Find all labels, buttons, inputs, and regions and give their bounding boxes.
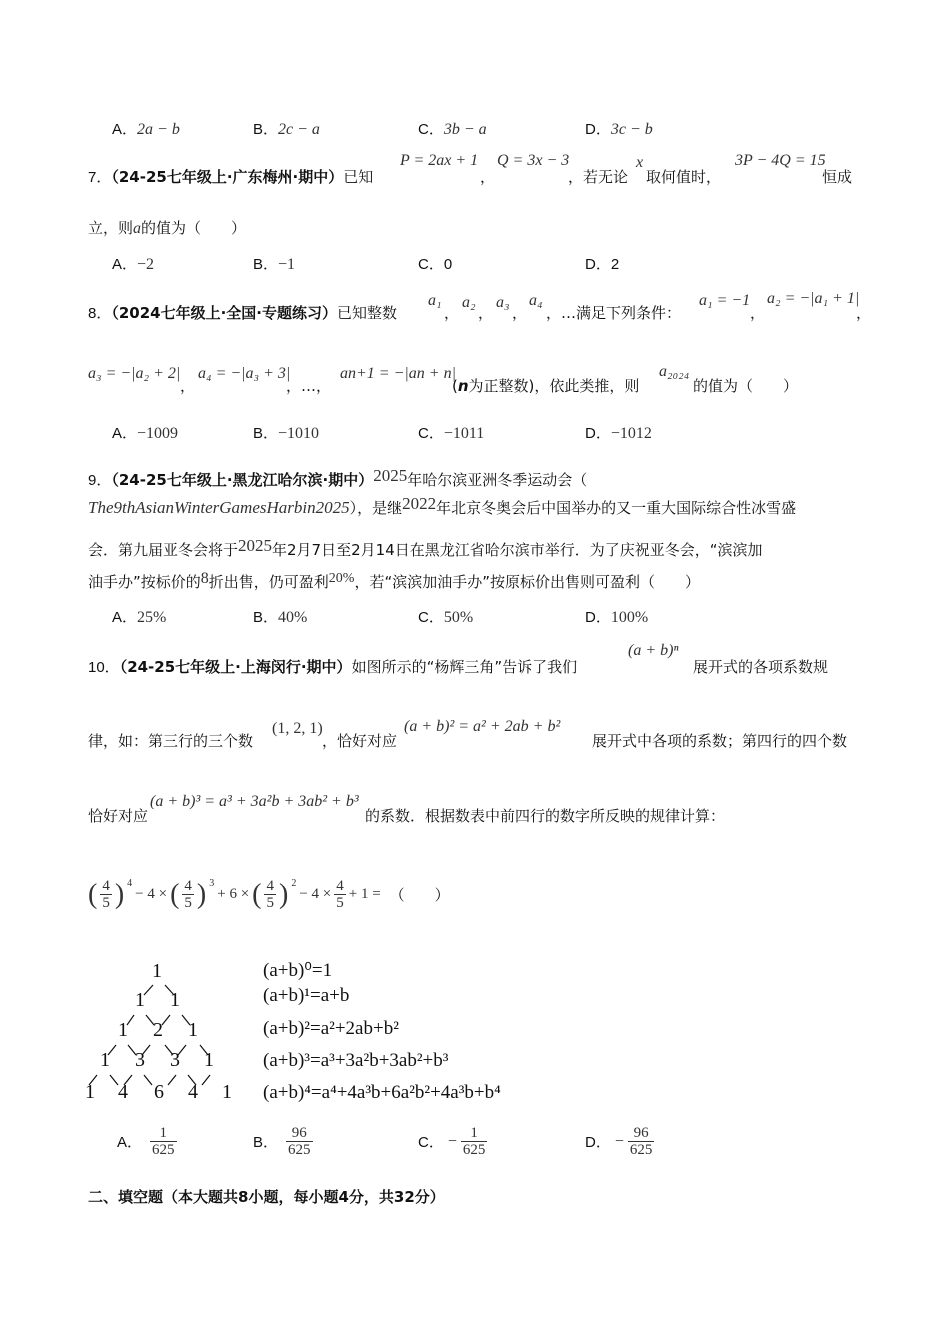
q9-stem-line4: 油手办”按标价的8折出售，仍可盈利20%，若“滨滨加油手办”按原标价出售则可盈利（ ） [88,570,701,591]
q8-conditions-intro: ，…满足下列条件： [546,304,682,322]
pascal-row5-n1: 1 [85,1081,95,1103]
q9-option-b: B．40% [253,609,308,626]
expansion-row3: (a+b)³=a³+3a²b+3ab²+b³ [263,1050,449,1071]
q7-text-qu: 取何值时， [646,168,722,186]
q6-option-c: C．3b − a [418,121,487,138]
q10-option-d: D． − $\frac{96}{625}$ [585,1125,653,1158]
q10-text-line2a: 律，如：第三行的三个数 [88,732,254,750]
q10-expression: ( $\frac{4}{5}$ ) $^4$ − 4 × ( $\frac{4}{5}$ ) $^3$ + 6 × ( $\frac{4}{5}$ ) $^2$ − 4 × $\frac{4}{5}$ + 1 = （ ） [88,878,450,911]
q8-option-a: A．−1009 [112,425,179,442]
pascal-row4-n1: 1 [100,1049,110,1071]
q10-option-a: A． $\frac{1}{625}$ [117,1125,175,1158]
q10-expansion-sq: (a + b)² = a² + 2ab + b² [404,718,561,735]
q8-option-b: B．−1010 [253,425,320,442]
q10-tuple: (1, 2, 1) [272,720,323,737]
q9-stem-line1: 9．（24-25七年级上·黑龙江哈尔滨·期中）2025年哈尔滨亚洲冬季运动会（ [88,466,588,489]
q8-cond-a3: a₃ = −|a₂ + 2| [88,365,181,382]
pascal-row5-n5: 1 [222,1081,232,1103]
pascal-row3-n2: 2 [153,1019,163,1041]
q10-text-line2b: ，恰好对应 [322,732,398,750]
pascal-row3-n1: 1 [118,1019,128,1041]
expansion-row1: (a+b)¹=a+b [263,985,350,1006]
q8-option-d: D．−1012 [585,425,652,442]
q10-text-line3b: 的系数．根据数表中前四行的数字所反映的规律计算： [365,807,726,825]
q8-sep6: ， [180,377,196,395]
q10-text-line2c: 展开式中各项的系数；第四行的四个数 [592,732,848,750]
pascal-connector-lines [80,955,270,1115]
q10-option-c: C． − $\frac{1}{625}$ [418,1125,486,1158]
expansion-row0: (a+b)⁰=1 [263,960,333,981]
pascal-row5-n2: 4 [118,1081,128,1103]
q8-sep2: ， [478,304,494,322]
q8-paren-text: (n为正整数)，依此类推，则 [452,377,640,395]
q8-tail: 的值为（ ） [693,377,799,395]
q7-stem-line1: 7．（24-25七年级上·广东梅州·期中）已知 [88,168,374,186]
pascal-row4-n3: 3 [170,1049,180,1071]
expansion-row4: (a+b)⁴=a⁴+4a³b+6a²b²+4a³b+b⁴ [263,1082,501,1103]
q7-expr-3p4q: 3P − 4Q = 15 [735,152,826,169]
q6-option-a: A．2a − b [112,121,180,138]
expansion-row2: (a+b)²=a²+2ab+b² [263,1018,399,1039]
q9-option-c: C．50% [418,609,474,626]
q8-stem-line1: 8．（2024七年级上·全国·专题练习）已知整数 [88,304,398,322]
q10-text-line1-end: 展开式的各项系数规 [693,658,829,676]
q7-option-b: B．−1 [253,256,296,273]
q8-option-c: C．−1011 [418,425,485,442]
q8-cond-a2: a₂ = −|a₁ + 1| [767,290,860,307]
q10-frac-2: $\frac{4}{5}$ [184,878,192,911]
q8-cond-a1: a₁ = −1 [699,292,751,309]
pascal-row2-n2: 1 [170,989,180,1011]
q9-option-d: D．100% [585,609,649,626]
q9-stem-line3: 会．第九届亚冬会将于2025年2月7日至2月14日在黑龙江省哈尔滨市举行．为了庆祝亚冬会，“滨滨加 [88,536,763,559]
q10-text-line3a: 恰好对应 [88,807,149,825]
q7-text-wulun: ，若无论 [568,168,629,186]
q6-option-d: D．3c − b [585,121,653,138]
q8-target: a₂₀₂₄ [659,363,690,380]
q7-var-x: x [636,154,644,171]
pascal-row4-n4: 1 [204,1049,214,1071]
q8-seq-a2: a₂ [462,294,476,311]
q8-cond-general: an+1 = −|an + n| [340,365,456,382]
q7-stem-line2: 立，则a的值为（ ） [88,219,247,237]
pascal-row3-n3: 1 [188,1019,198,1041]
q10-frac-4: $\frac{4}{5}$ [336,878,344,911]
q7-expr-p: P = 2ax + 1 [400,152,479,169]
pascal-row2-n1: 1 [135,989,145,1011]
q8-sep5: ， [856,304,872,322]
q10-frac-3: $\frac{4}{5}$ [266,878,274,911]
q8-ellipsis: ，…， [286,377,332,395]
q7-option-c: C．0 [418,256,453,273]
pascal-row5-n4: 4 [188,1081,198,1103]
q7-option-a: A．−2 [112,256,155,273]
q7-comma: ， [480,168,496,186]
q7-expr-q: Q = 3x − 3 [497,152,570,169]
pascal-figure [80,955,550,1115]
q10-expr-binomial: (a + b)ⁿ [628,642,679,659]
q10-expansion-cube: (a + b)³ = a³ + 3a²b + 3ab² + b³ [150,793,359,810]
section-heading-fill-in: 二、填空题（本大题共8小题，每小题4分，共32分） [88,1188,445,1206]
q8-seq-a1: a₁ [428,292,442,309]
q8-seq-a4: a₄ [529,292,543,309]
q10-frac-1: $\frac{4}{5}$ [102,878,110,911]
q10-option-b: B． $\frac{96}{625}$ [253,1125,311,1158]
q7-option-d: D．2 [585,256,620,273]
pascal-row1-n1: 1 [152,960,162,982]
q10-stem-line1: 10．（24-25七年级上·上海闵行·期中）如图所示的“杨辉三角”告诉了我们 [88,658,578,676]
q8-seq-a3: a₃ [496,294,510,311]
q8-sep4: ， [750,304,766,322]
q9-option-a: A．25% [112,609,167,626]
q8-cond-a4: a₄ = −|a₃ + 3| [198,365,291,382]
q6-option-b: B．2c − a [253,121,320,138]
pascal-row4-n2: 3 [135,1049,145,1071]
q9-stem-line2: The9thAsianWinterGamesHarbin2025），是继2022年北京冬奥会后中国举办的又一重大国际综合性冰雪盛 [88,494,797,517]
q7-text-hengcheng: 恒成 [822,168,853,186]
pascal-row5-n3: 6 [154,1081,164,1103]
q8-sep1: ， [444,304,460,322]
q8-sep3: ， [512,304,528,322]
